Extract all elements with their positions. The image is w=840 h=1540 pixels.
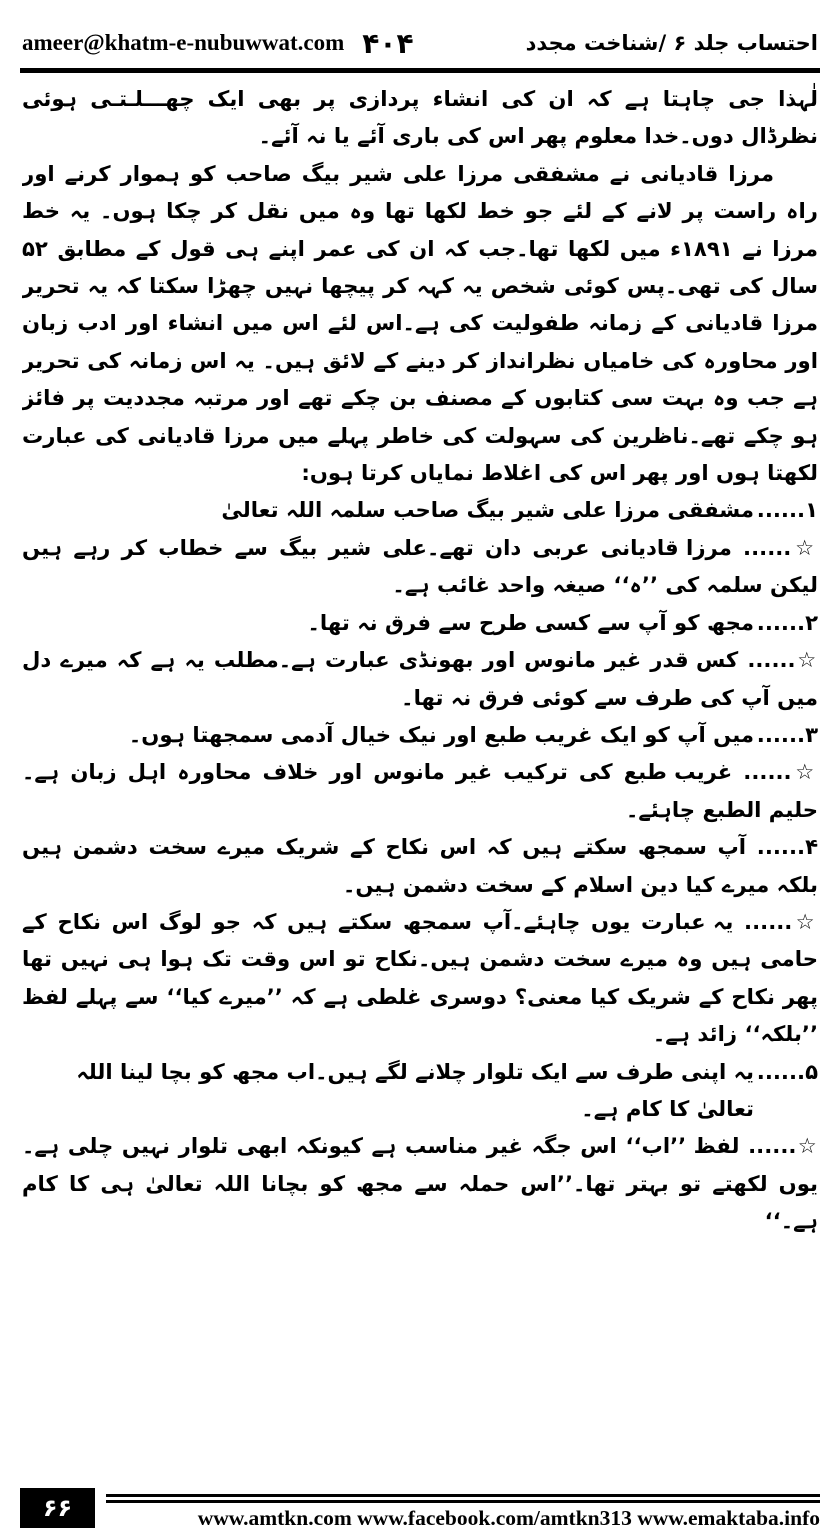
item-marker: ☆...... xyxy=(744,908,818,934)
header-left xyxy=(22,27,414,60)
item-marker: ☆...... xyxy=(743,759,818,785)
item-text: یہ اپنی طرف سے ایک تلوار چلانے لگے ہیں۔اب مجھ کو بچا لینا اللہ تعالیٰ کا کام ہے۔ xyxy=(76,1058,754,1121)
list-item-critique xyxy=(22,753,818,828)
item-text: مرزا قادیانی عربی دان تھے۔علی شیر بیگ سے خطاب کر رہے ہیں لیکن سلمہ کی ’’ہ‘‘ صیغہ واحد غائب ہے۔ xyxy=(22,534,818,598)
item-text: لفظ ’’اب‘‘ اس جگہ غیر مناسب ہے کیونکہ ابھی تلوار نہیں چلی ہے۔یوں لکھتے تو بہتر تھا۔’’اس حملہ سے مجھ کو بچانا اللہ تعالیٰ ہی کا کام ہے۔‘‘ xyxy=(22,1133,818,1234)
item-marker: ۴...... xyxy=(756,834,818,860)
list-item-critique xyxy=(22,1127,818,1239)
item-text: مشفقی مرزا علی شیر بیگ صاحب سلمہ اللہ تعالیٰ xyxy=(221,497,754,523)
item-text: مجھ کو آپ سے کسی طرح سے فرق نہ تھا۔ xyxy=(307,609,754,635)
item-text: یہ عبارت یوں چاہئے۔آپ سمجھ سکتے ہیں کہ جو لوگ اس نکاح کے حامی ہیں وہ میرے سخت دشمن ہیں۔نکاح تو اس وقت تک ہوا ہی نہیں تھا پھر نکاح کے شریک کیا معنی؟ دوسری غلطی ہے کہ ’’میرے کیا‘‘ سے پہلے لفظ ’’بلکہ‘‘ زائد ہے۔ xyxy=(22,908,818,1047)
item-text: غریب طبع کی ترکیب غیر مانوس اور خلاف محاورہ اہل زبان ہے۔حلیم الطبع چاہئے۔ xyxy=(22,759,818,822)
page-footer xyxy=(20,1488,820,1528)
item-text: آپ سمجھ سکتے ہیں کہ اس نکاح کے شریک میرے سخت دشمن ہیں بلکہ میرے کیا دین اسلام کے سخت دشمن ہیں۔ xyxy=(22,834,818,897)
paragraph-main: مرزا قادیانی نے مشفقی مرزا علی شیر بیگ صاحب کو ہموار کرنے اور راہ راست پر لانے کے لئے جو خط لکھا تھا وہ میں نقل کر چکا ہوں۔ یہ خط مرزا نے ۱۸۹۱ء میں لکھا تھا۔جب کہ ان کی عمر اپنے ہی قول کے مطابق ۵۲ سال کی تھی۔پس کوئی شخص یہ کہہ کر پیچھا نہیں چھڑا سکتا کہ یہ تحریر مرزا قادیانی کے زمانہ طفولیت کی ہے۔اس لئے اس میں انشاء اور ادب زبان اور محاورہ کی خامیاں نظرانداز کر دینے کے لائق ہیں۔ یہ اس زمانہ کی تحریر ہے جب وہ بہت سی کتابوں کے مصنف بن چکے تھے اور مرتبہ مجددیت پر فائز ہو چکے تھے۔ناظرین کی سہولت کی خاطر پہلے میں مرزا قادیانی کی عبارت لکھتا ہوں اور پھر اس کی اغلاط نمایاں کرتا ہوں: xyxy=(22,160,818,486)
list-item-quote xyxy=(22,828,818,903)
list-item-critique xyxy=(22,641,818,716)
footer-page-number: ۶۶ xyxy=(20,1488,95,1528)
header-book-title: احتساب جلد ۶ /شناخت مجدد xyxy=(525,31,818,55)
item-marker: ☆...... xyxy=(743,534,818,560)
item-marker: ۵...... xyxy=(756,1058,818,1084)
item-marker: ☆...... xyxy=(748,1133,818,1159)
item-marker: ۲...... xyxy=(756,609,818,635)
body-text xyxy=(22,80,818,1482)
list-item-critique xyxy=(22,903,818,1053)
item-text: میں آپ کو ایک غریب طبع اور نیک خیال آدمی سمجھتا ہوں۔ xyxy=(128,721,754,747)
list-item-critique xyxy=(22,529,818,604)
header-rule xyxy=(20,68,820,73)
footer-rules xyxy=(106,1494,820,1506)
page-header xyxy=(22,22,818,64)
item-marker: ۱...... xyxy=(756,497,818,523)
header-page-number: ۴۰۴ xyxy=(362,26,414,60)
header-email: ameer@khatm-e-nubuwwat.com xyxy=(22,30,345,55)
paragraph-intro: لٰہذا جی چاہتا ہے کہ ان کی انشاء پردازی پر بھی ایک چھـــلـتـی ہوئی نظرڈال دوں۔خدا معلوم پھر اس کی باری آئے یا نہ آئے۔ xyxy=(22,86,818,149)
item-marker: ۳...... xyxy=(756,721,818,747)
item-marker: ☆...... xyxy=(747,647,818,673)
footer-rule xyxy=(106,1500,820,1503)
list-item-quote xyxy=(22,716,818,753)
footer-rule xyxy=(106,1494,820,1497)
footer-urls: www.amtkn.com www.facebook.com/amtkn313 www.emaktaba.info xyxy=(197,1506,820,1530)
list-item-quote xyxy=(22,491,818,528)
item-text: کس قدر غیر مانوس اور بھونڈی عبارت ہے۔مطلب یہ ہے کہ میرے دل میں آپ کی طرف سے کوئی فرق نہ تھا۔ xyxy=(22,647,818,710)
list-item-quote xyxy=(22,1053,818,1128)
list-item-quote xyxy=(22,604,818,641)
